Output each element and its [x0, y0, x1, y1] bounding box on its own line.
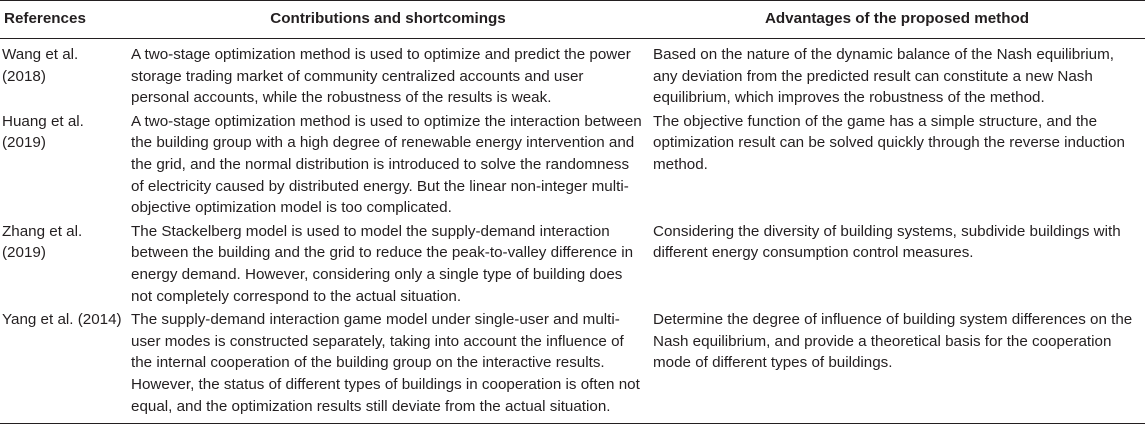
- contributions-cell: A two-stage optimization method is used to optimize the interaction between the building group with a high degree of renewable energy intervention and the grid, and the normal distribution is introduced to solve the randomness of electricity caused by distributed energy. But the linear non-integer multi-objective optimization model is too complicated.: [131, 112, 642, 217]
- table-row: [0, 307, 1145, 423]
- reference-cell: Yang et al. (2014): [0, 307, 127, 423]
- table-row: [0, 109, 1145, 219]
- advantages-cell: The objective function of the game has a simple structure, and the optimization result can be solved quickly through the reverse induction method.: [653, 112, 1125, 173]
- table-row: [0, 39, 1145, 109]
- header-references: References: [0, 1, 127, 39]
- contributions-cell: The supply-demand interaction game model under single-user and multi-user modes is constructed separately, taking into account the influence of the internal cooperation of the building group on the interactive results. However, the status of different types of buildings in cooperation is often not equal, and the optimization results still deviate from the actual situation.: [127, 307, 649, 423]
- advantages-cell: Considering the diversity of building systems, subdivide buildings with different energy consumption control measures.: [653, 222, 1121, 262]
- table-row: [0, 219, 1145, 307]
- reference-cell: Wang et al. (2018): [2, 46, 79, 85]
- advantages-cell: Based on the nature of the dynamic balance of the Nash equilibrium, any deviation from the predicted result can constitute a new Nash equilibrium, which improves the robustness of the method.: [653, 46, 1114, 107]
- advantages-cell: Determine the degree of influence of building system differences on the Nash equilibrium, and provide a theoretical basis for the cooperation mode of different types of buildings.: [649, 307, 1145, 423]
- header-contributions: Contributions and shortcomings: [127, 1, 649, 39]
- header-row: [0, 1, 1145, 39]
- contributions-cell: A two-stage optimization method is used to optimize and predict the power storage trading market of community centralized accounts and user personal accounts, while the robustness of the results is weak.: [131, 46, 631, 107]
- contributions-cell: The Stackelberg model is used to model the supply-demand interaction between the building and the grid to reduce the peak-to-valley difference in energy demand. However, considering only a single type of building does not completely correspond to the actual situation.: [131, 222, 634, 305]
- table-body: [0, 39, 1145, 424]
- reference-cell: Zhang et al. (2019): [2, 222, 83, 262]
- table-header: [0, 1, 1145, 39]
- header-advantages: Advantages of the proposed method: [649, 1, 1145, 39]
- reference-cell: Huang et al. (2019): [2, 112, 84, 152]
